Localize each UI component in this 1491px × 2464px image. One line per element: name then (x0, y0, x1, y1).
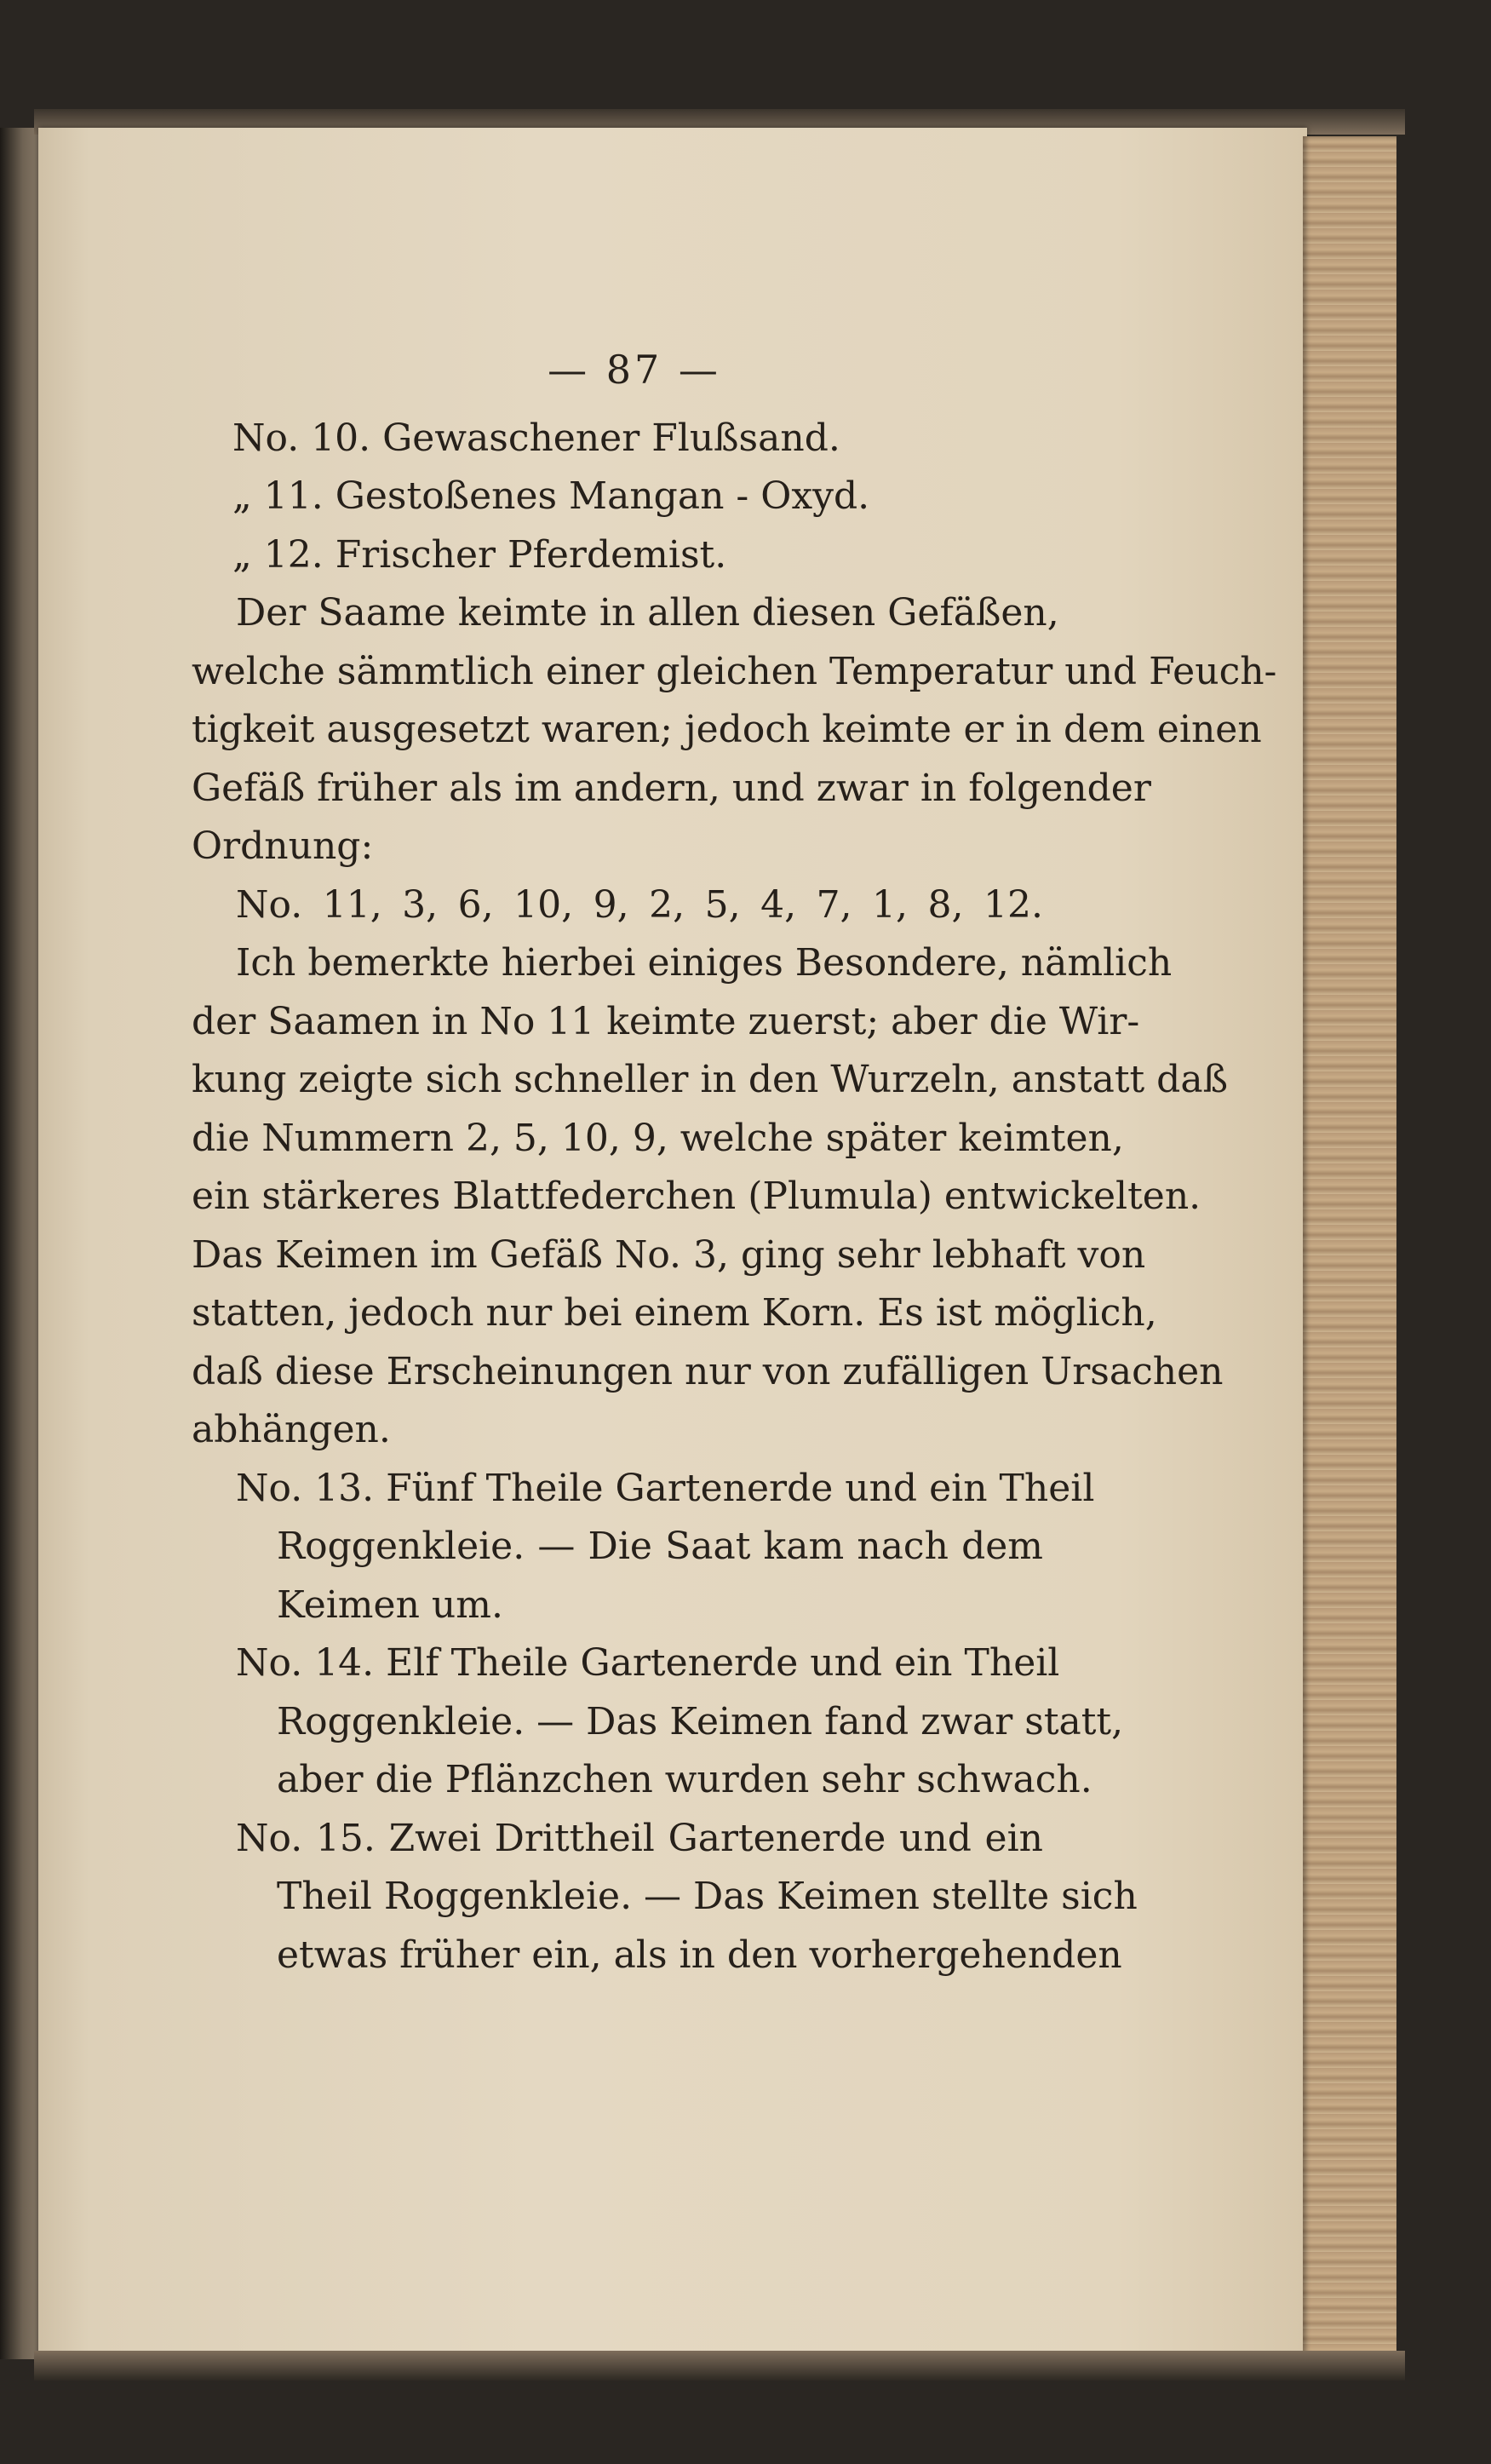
text-line: ein stärkeres Blattfederchen (Plumula) entwickelten. (192, 1175, 1201, 1218)
text-line: No. 10. Gewaschener Flußsand. (232, 416, 840, 460)
text-line: aber die Pflänzchen wurden sehr schwach. (277, 1758, 1092, 1801)
text-line: Der Saame keimte in allen diesen Gefäßen, (236, 591, 1059, 635)
text-line: Keimen um. (277, 1582, 503, 1627)
page-stack-edge (1303, 136, 1396, 2368)
text-line: abhängen. (192, 1408, 391, 1451)
text-line: Theil Roggenkleie. — Das Keimen stellte sich (277, 1875, 1138, 1918)
text-line: welche sämmtlich einer gleichen Temperatur und Feuch- (192, 649, 1277, 693)
page-text (192, 341, 1277, 1984)
text-line: tigkeit ausgesetzt waren; jedoch keimte er in dem einen (192, 708, 1262, 751)
text-line: die Nummern 2, 5, 10, 9, welche später keimten, (192, 1116, 1124, 1160)
text-line: kung zeigte sich schneller in den Wurzeln, anstatt daß (192, 1058, 1228, 1101)
text-line: Gefäß früher als im andern, und zwar in folgender (192, 766, 1151, 810)
text-line: daß diese Erscheinungen nur von zufälligen Ursachen (192, 1349, 1224, 1393)
text-line: No. 11, 3, 6, 10, 9, 2, 5, 4, 7, 1, 8, 12. (236, 882, 1043, 927)
text-line: Ordnung: (192, 824, 374, 868)
text-line: No. 14. Elf Theile Gartenerde und ein Theil (236, 1641, 1060, 1685)
text-line: No. 15. Zwei Drittheil Gartenerde und ein (236, 1816, 1043, 1860)
text-line: etwas früher ein, als in den vorhergehenden (277, 1933, 1122, 1977)
page-number: — 87 — (548, 347, 721, 393)
text-line: No. 13. Fünf Theile Gartenerde und ein Theil (236, 1466, 1095, 1510)
text-line: „ 12. Frischer Pferdemist. (232, 532, 727, 577)
left-page-edge (0, 128, 41, 2359)
text-line: Roggenkleie. — Die Saat kam nach dem (277, 1525, 1043, 1568)
text-line: statten, jedoch nur bei einem Korn. Es ist möglich, (192, 1291, 1157, 1335)
text-line: Roggenkleie. — Das Keimen fand zwar statt, (277, 1699, 1124, 1743)
bottom-cover-band (34, 2351, 1405, 2381)
text-line: der Saamen in No 11 keimte zuerst; aber die Wir- (192, 999, 1140, 1043)
text-line: Das Keimen im Gefäß No. 3, ging sehr lebhaft von (192, 1232, 1146, 1277)
text-line: Ich bemerkte hierbei einiges Besondere, nämlich (236, 941, 1173, 985)
text-line: „ 11. Gestoßenes Mangan - Oxyd. (232, 474, 870, 518)
